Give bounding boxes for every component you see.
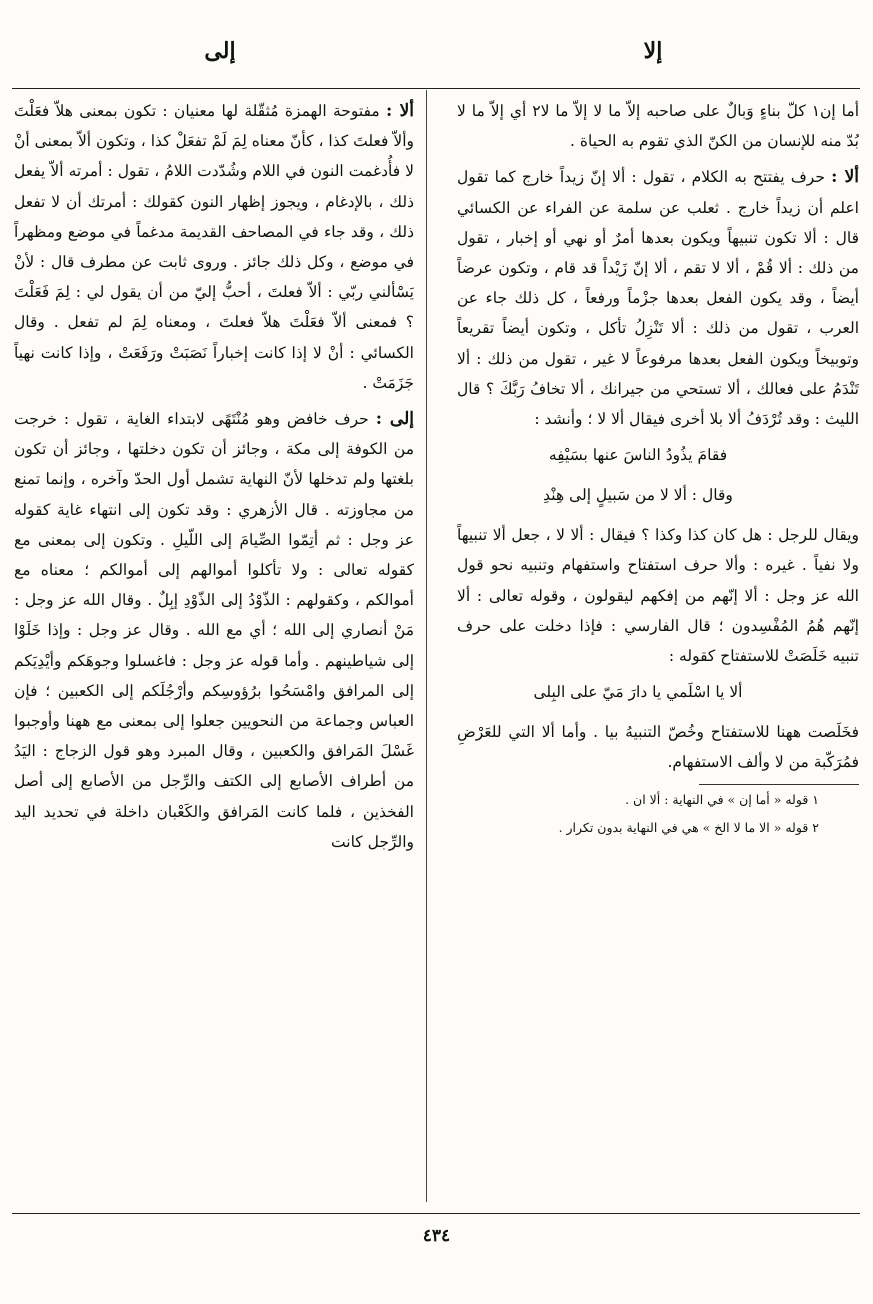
entry-alla (14, 96, 414, 398)
right-column (457, 96, 859, 1200)
verse-line: ألا يا اسْلَمي يا دارَ مَيّ على البِلى (533, 683, 743, 702)
footnote-rule (699, 784, 859, 785)
entry-text: حرف خافض وهو مُنْتَهًى لابتداء الغاية ، تقول : خرجت من الكوفة إلى مكة ، وجائز أن تكون دخلتها ، وجائز أن تكون بلغتها ولم تدخلها لأنّ النهاية تشمل أول الحدّ وآخره ، وإنما تمنع من مجاوزته . قال الأزهري : وقد تكون إلى انتهاء غاية كقوله عز وجل : ثم أتِمّوا الصِّيامَ إلى اللّيلِ . وتكون إلى بمعنى مع كقوله تعالى : ولا تأكلوا أموالهم إلى أموالكم ؛ معناه مع أموالكم ، وكقولهم : الذّوْدُ إلى الذّوْدِ إبِلٌ . وقال الله عز وجل : مَنْ أنصاري إلى الله ؛ أي مع الله . وقال عز وجل : وإذا خَلَوْا إلى شياطينهم . وأما قوله عز وجل : فاغسلوا وجوهَكم وأيْدِيَكم إلى المرافق وامْسَحُوا برُؤوسِكم وأرْجُلَكم إلى الكعبين ؛ فإن العباس وجماعة من النحويين جعلوا إلى بمعنى مع ههنا وأوجبوا غَسْلَ المَرافق والكعبين ، وقال المبرد وهو قول الزجاج : اليَدُ من أطراف الأصابع إلى الكتف والرِّجل من الأصابع إلى أصل الفخذين ، فلما كانت المَرافق والكَعْبان داخلة في تحديد اليد والرِّجل كانت (14, 410, 414, 851)
entry-headword: إلى : (375, 409, 414, 430)
left-column (14, 96, 414, 1200)
verse-line: فقامَ يذُودُ الناسَ عنها بسَيْفِه (548, 446, 728, 465)
entry-text: حرف يفتتح به الكلام ، تقول : ألا إنّ زيداً خارج كما تقول اعلم أن زيداً خارج . ثعلب عن سلمة عن الفراء عن الكسائي قال : ألا تكون تنبيهاً ويكون بعدها أمرٌ أو نهي أو إخبار ، تقول من ذلك : ألا قُمْ ، ألا لا تقم ، ألا إنّ زَيْداً قد قام ، وتكون عرضاً أيضاً ، وقد يكون الفعل بعدها جزْماً ورفعاً ، كل ذلك جاء عن العرب ، تقول من ذلك : ألا تَنْزِلُ تأكل ، وتكون أيضاً تقريعاً وتوبيخاً ويكون الفعل بعدها مرفوعاً لا غير ، تقول من ذلك : ألا تَنْدَمُ على فعالك ، ألا تستحي من جيرانك ، ألا تخافُ رَبَّكَ ؟ قال الليث : وقد تُرْدَفُ ألا بلا أخرى فيقال ألا لا ؛ وأنشد : (457, 168, 859, 429)
paragraph: فخَلَصت ههنا للاستفتاح وخُصّ التنبيهُ بيا . وأما ألا التي للعَرْضِ فمُرَكّبة من لا وألف الاستفهام. (457, 723, 859, 772)
entry-text: مفتوحة الهمزة مُثقّلة لها معنيان : تكون بمعنى هلاّ فعَلْتَ وألاّ فعلتَ كذا ، كأنّ معناه لِمَ لَمْ تفعَلْ كذا ، وتكون ألاّ بمعنى أنْ لا فأُدغمت النون في اللام وشُدّدت اللامُ ، تقول : أمرته ألاّ يفعل ذلك ، بالإدغام ، ويجوز إظهار النون كقولك : أمرتك أن لا تفعل ذلك ، وقد جاء في المصاحف القديمة مدغماً في موضع ومظهراً في موضع ، وكل ذلك جائز . وروى ثابت عن مطرف قال : لأنْ يَسْألني ربّي : ألاّ فعلتَ ، أحبُّ إليّ من أن يقول لي : لِمَ فَعَلْتَ ؟ فمعنى ألاّ فعَلْتَ هلاّ فعلتَ ، ومعناه لِمَ لم تفعل . وقال الكسائي : أنْ لا إذا كانت إخباراً نَصَبَتْ ورَفَعَتْ ، وإذا كانت نهياً جَزَمَتْ . (14, 102, 414, 392)
entry-ala (457, 162, 859, 434)
header-rule (12, 88, 860, 89)
paragraph: أما إن١ كلّ بناءٍ وَبالٌ على صاحبه إلاّ ما لا إلاّ ما لا٢ أي إلاّ ما لا بُدّ منه للإنسان من الكنّ الذي تقوم به الحياة . (457, 102, 859, 151)
running-head-left: إلى (204, 38, 236, 64)
paragraph: ويقال للرجل : هل كان كذا وكذا ؟ فيقال : ألا لا ، جعل ألا تنبيهاً ولا نفياً . غيره : وألا حرف استفتاح واستفهام وتنبيه نحو قول الله عز وجل : ألا إنّهم من إفكهم ليقولون ، وقوله تعالى : ألا إنّهم هُمُ المُفْسِدون ؛ قال الفارسي : فإذا دخلت على حرف تنبيه خَلَصَتْ للاستفتاح كقوله : (457, 526, 859, 666)
column-divider (426, 90, 427, 1202)
footer-rule (12, 1213, 860, 1214)
running-head-right: إلا (643, 38, 663, 64)
footnote: ٢ قوله « الا ما لا الخ » هي في النهاية بدون تكرار . (558, 819, 819, 835)
footnote: ١ قوله « أما إن » في النهاية : ألا ان . (625, 791, 819, 807)
verse-line: وقال : ألا لا من سَبيلٍ إلى هِنْدِ (543, 486, 733, 505)
entry-headword: ألا : (386, 101, 414, 121)
entry-headword: ألا : (831, 167, 859, 188)
entry-ila (14, 404, 414, 857)
page-number: ٤٣٤ (422, 1226, 451, 1246)
